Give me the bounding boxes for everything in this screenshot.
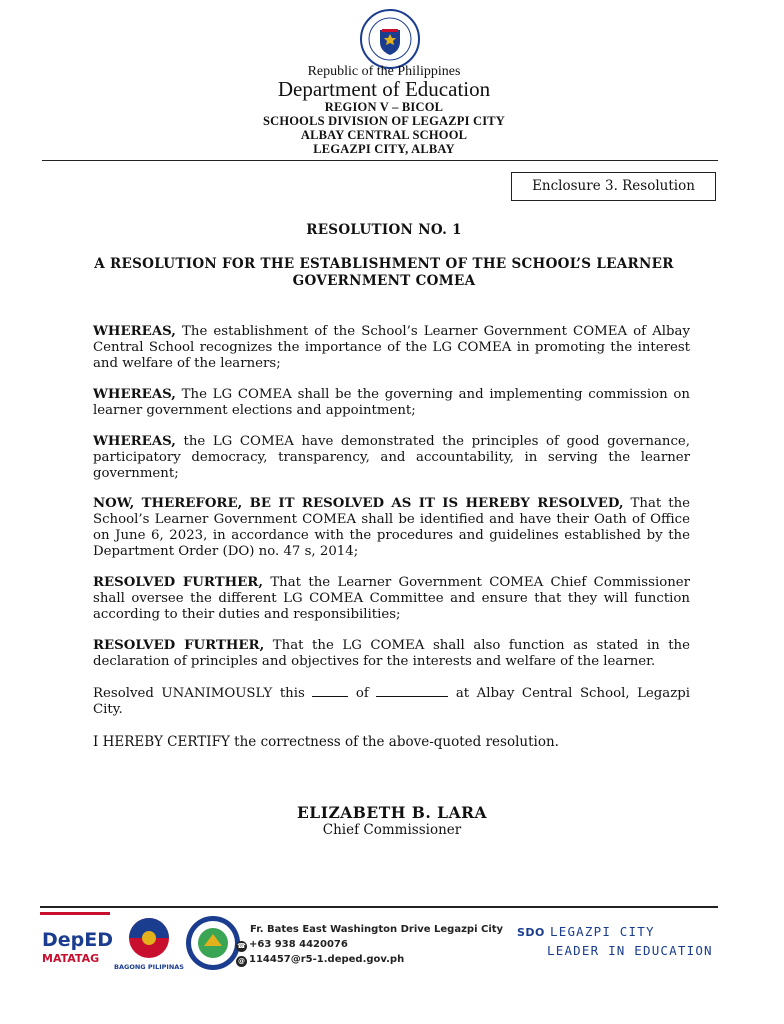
- header-school: ALBAY CENTRAL SCHOOL: [300, 128, 468, 142]
- footer-address: Fr. Bates East Washington Drive Legazpi City: [250, 924, 504, 935]
- paragraph-resolved-further-1: [93, 575, 690, 623]
- paragraph-text: The LG COMEA shall be the governing and implementing commission on learner government elections and appointment;: [93, 387, 690, 418]
- sdo-tagline: LEADER IN EDUCATION: [547, 943, 713, 958]
- sdo-label: SDO: [517, 926, 545, 939]
- deped-seal: [355, 8, 425, 70]
- header-division: SCHOOLS DIVISION OF LEGAZPI CITY: [262, 114, 506, 128]
- phone-icon: ☎: [237, 942, 246, 950]
- paragraph-lead: WHEREAS,: [93, 387, 176, 402]
- header-divider: [42, 160, 718, 161]
- deped-matatag-logo: [40, 922, 114, 968]
- bagong-pilipinas-logo: [114, 914, 184, 972]
- matatag-logo-text: MATATAG: [42, 952, 100, 965]
- paragraph-text: That the School’s Learner Government COMEA shall be identified and have their Oath of Office on June 6, 2023, in accordance with the procedures and guidelines established by the Department Order (DO) no. 47 s, 2014;: [93, 496, 690, 559]
- deped-logo-text: DepED: [42, 929, 114, 951]
- resolved-text-1: Resolved UNANIMOUSLY this: [93, 686, 313, 701]
- paragraph-whereas-1: [93, 324, 690, 372]
- footer-divider: [40, 906, 718, 908]
- paragraph-text: the LG COMEA have demonstrated the principles of good governance, participatory democracy, transparency, and accountability, in serving the learner government;: [93, 434, 690, 481]
- bagong-logo-text: BAGONG PILIPINAS: [114, 963, 184, 971]
- footer-accent-line: [40, 912, 110, 915]
- paragraph-lead: WHEREAS,: [93, 324, 176, 339]
- paragraph-lead: WHEREAS,: [93, 434, 176, 449]
- header-republic: Republic of the Philippines: [307, 64, 461, 79]
- footer-phone-text: +63 938 4420076: [249, 939, 348, 950]
- blank-day-line: [312, 685, 348, 697]
- header-city: LEGAZPI CITY, ALBAY: [313, 142, 455, 156]
- footer-email: [236, 954, 404, 967]
- paragraph-whereas-2: [93, 387, 690, 419]
- paragraph-lead: NOW, THEREFORE, BE IT RESOLVED AS IT IS HEREBY RESOLVED,: [93, 496, 624, 511]
- paragraph-text: That the Learner Government COMEA Chief Commissioner shall oversee the different LG COMEA Committee and ensure that they will function according to their duties and responsibilities;: [93, 575, 690, 622]
- signatory-title: Chief Commissioner: [322, 822, 462, 838]
- paragraph-text: The establishment of the School’s Learner Government COMEA of Albay Central School recognizes the importance of the LG COMEA in promoting the interest and welfare of the learners;: [93, 324, 690, 371]
- blank-month-line: [376, 685, 448, 697]
- resolved-text-3: at Albay Central School, Legazpi City.: [93, 686, 690, 717]
- resolution-number: RESOLUTION NO. 1: [306, 222, 462, 238]
- header-region: REGION V – BICOL: [324, 100, 444, 114]
- albay-central-school-logo: [184, 914, 242, 972]
- sdo-legazpi-logo: [517, 921, 727, 958]
- paragraph-resolved: [93, 496, 690, 560]
- footer-email-text: 114457@r5-1.deped.gov.ph: [249, 954, 405, 965]
- signatory-name: ELIZABETH B. LARA: [296, 803, 488, 822]
- header-department: Department of Education: [277, 77, 491, 101]
- sdo-city: LEGAZPI CITY: [550, 924, 655, 939]
- email-icon: @: [238, 957, 245, 965]
- resolved-text-2: of: [348, 686, 377, 701]
- certification-statement: I HEREBY CERTIFY the correctness of the above-quoted resolution.: [93, 734, 559, 750]
- paragraph-resolved-further-2: [93, 638, 690, 670]
- paragraph-lead: RESOLVED FURTHER,: [93, 638, 265, 653]
- paragraph-resolved-unanimously: [93, 685, 690, 718]
- enclosure-label: Enclosure 3. Resolution: [511, 172, 716, 201]
- resolution-heading: A RESOLUTION FOR THE ESTABLISHMENT OF THE SCHOOL’S LEARNER GOVERNMENT COMEA: [94, 256, 674, 289]
- paragraph-lead: RESOLVED FURTHER,: [93, 575, 263, 590]
- paragraph-text: That the LG COMEA shall also function as stated in the declaration of principles and objectives for the interests and welfare of the learner.: [93, 638, 690, 669]
- paragraph-whereas-3: [93, 434, 690, 482]
- footer-phone: [236, 939, 348, 952]
